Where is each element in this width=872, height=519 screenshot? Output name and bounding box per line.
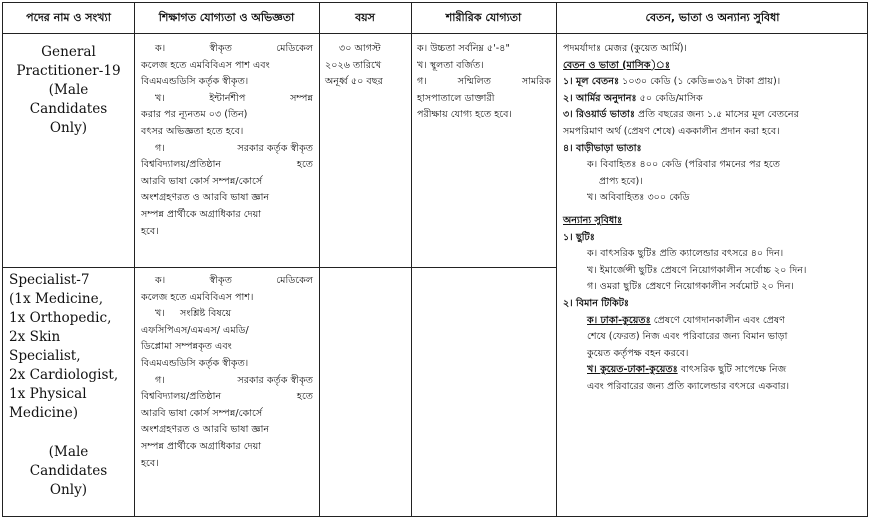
army-grant-line: ২। আর্মির অনুদানঃ ৫০ কেডি/মাসিক: [563, 92, 703, 104]
rank-line: পদমর্যাদাঃ মেজর (কুয়েত আর্মি)।: [563, 43, 687, 54]
air-ticket-heading: ২। বিমান টিকিটঃ: [563, 297, 630, 309]
other-benefits-heading: অন্যান্য সুবিধাঃ: [563, 214, 623, 226]
specialist-post-name: Specialist-7 (1x Medicine, 1x Orthopedic, 2x Skin Specialist, 2x Cardiologist, 1x Physical Medicine): [9, 272, 119, 421]
header-post: পদের নাম ও সংখ্যা: [26, 10, 111, 24]
salary-benefits: পদমর্যাদাঃ মেজর (কুয়েত আর্মি)। বেতন ও ভাতা (মাসিক)ঃ ১। মূল বেতনঃ ১০৩০ কেডি (১ কেডি=৩৯৭ টাকা প্রায়)। ২। আর্মির অনুদানঃ ৫০ কেডি/মাসিক ৩। রিওয়ার্ড ভাতাঃ প্রতি বছরের জন্য ১.৫ মাসের মূল বেতনের সমপরিমাণ অর্থ (প্রেষণ শেষে) এককালীন প্রদান করা হবে। ৪। বাড়ীভাড়া ভাতাঃ ক। বিবাহিতঃ ৪০০ কেডি (পরিবার গমনের পর হতে প্রাপ্য হবে)। খ। অবিবাহিতঃ ৩০০ কেডি অন্যান্য সুবিধাঃ ১। ছুটিঃ ক। বাৎসরিক ছুটিঃ প্রতি ক্যালেন্ডার বৎসরে ৪০ দিন। খ। ইমার্জেন্সী ছুটিঃ প্রেষণে নিয়োগকালীন সর্বোচ্চ ২০ দিন। গ। ওমরা ছুটিঃ প্রেষণে নিয়োগকালীন সর্বমোট ২০ দিন। ২। বিমান টিকিটঃ ক। ঢাকা-কুয়েতঃ প্রেষণে যোগদানকালীন এবং প্রেষণ শেষে (ফেরত) নিজ এবং পরিবারের জন্য বিমান ভাড়া কুয়েত কর্তৃপক্ষ বহন করবে। খ। কুয়েত-ঢাকা-কুয়েতঃ বাৎসরিক ছুটি সাপেক্ষে নিজ এবং পরিবারের জন্য প্রতি ক্যালেন্ডার বৎসরে একবার।: [563, 41, 863, 395]
column-divider: [319, 3, 320, 516]
gp-physical: ক। উচ্চতা সর্বনিম্ন ৫'-৪" খ। স্থূলতা বর্জিত। গ। সম্মিলিত সামরিক হাসপাতালে ডাক্তারী পরীক্ষায় যোগ্য হতে হবে।: [417, 43, 551, 121]
header-divider: [3, 33, 867, 34]
header-physical: শারীরিক যোগ্যতা: [445, 10, 522, 24]
house-rent-heading: ৪। বাড়ীভাড়া ভাতাঃ: [563, 142, 642, 154]
column-divider: [411, 3, 412, 516]
gp-education: ক। স্বীকৃত মেডিকেল কলেজ হতে এমবিবিএস পাশ এবং বিএমএন্ডডিসি কর্তৃক স্বীকৃত। খ। ইন্টার্নশীপ সম্পন্ন করার পর ন্যূনতম ০৩ (তিন) বৎসর অভিজ্ঞতা হতে হবে। গ। সরকার কর্তৃক স্বীকৃত বিশ্ববিদ্যালয়/প্রতিষ্ঠান হতে আরবি ভাষা কোর্স সম্পন্ন/কোর্সে অংশগ্রহণরত ও আরবি ভাষা জ্ঞান সম্পন্ন প্রার্থীকে অগ্রাধিকার দেয়া হবে।: [141, 43, 313, 237]
header-education: শিক্ষাগত যোগ্যতা ও অভিজ্ঞতা: [158, 10, 295, 24]
column-divider: [556, 3, 557, 516]
pay-heading: বেতন ও ভাতা (মাসিক)ঃ: [563, 59, 671, 71]
specialist-education: ক। স্বীকৃত মেডিকেল কলেজ হতে এমবিবিএস পাশ। খ। সংশ্লিষ্ট বিষয়ে এফসিপিএস/এমএস/ এমডি/ ডিপ্লোমা সম্পন্নকৃত এবং বিএমএন্ডডিসি কর্তৃক স্বীকৃত। গ। সরকার কর্তৃক স্বীকৃত বিশ্ববিদ্যালয়/প্রতিষ্ঠান হতে আরবি ভাষা কোর্স সম্পন্ন/কোর্সে অংশগ্রহণরত ও আরবি ভাষা জ্ঞান সম্পন্ন প্রার্থীকে অগ্রাধিকার দেয়া হবে।: [141, 275, 313, 469]
specialist-male-only: (Male Candidates Only): [29, 444, 108, 498]
row-divider: [3, 267, 556, 268]
gp-post-name: General Practitioner-19 (Male Candidates Only): [16, 44, 121, 136]
reward-line: ৩। রিওয়ার্ড ভাতাঃ প্রতি বছরের জন্য ১.৫ মাসের মূল বেতনের: [563, 109, 799, 121]
basic-pay-line: ১। মূল বেতনঃ ১০৩০ কেডি (১ কেডি=৩৯৭ টাকা প্রায়)।: [563, 76, 781, 88]
column-divider: [134, 3, 135, 516]
gp-age: ৩০ আগস্ট ২০২৬ তারিখে অনূর্ধ্ব ৫০ বছর: [325, 43, 383, 88]
header-age: বয়স: [355, 10, 375, 24]
recruitment-table: [2, 2, 868, 517]
header-salary: বেতন, ভাতা ও অন্যান্য সুবিধা: [645, 10, 780, 24]
leave-heading: ১। ছুটিঃ: [563, 231, 595, 243]
